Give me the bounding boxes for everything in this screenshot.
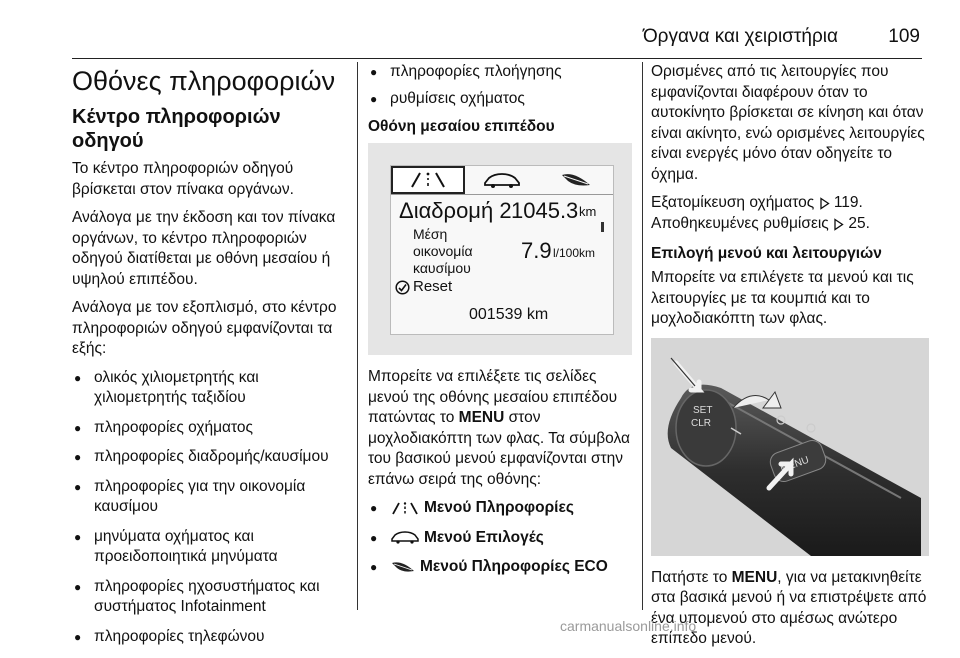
eco-leaf-icon bbox=[558, 171, 594, 189]
display-tab-row bbox=[391, 166, 613, 195]
list-item: ● μηνύματα οχήματος και προειδοποιητικά μηνύματα bbox=[72, 527, 348, 568]
turn-signal-lever-photo bbox=[651, 338, 929, 556]
turn-signal-lever-illustration bbox=[651, 338, 929, 556]
column-separator-1 bbox=[357, 62, 358, 610]
subsection-title: Επιλογή μενού και λειτουργιών bbox=[651, 245, 882, 262]
menu-button-label: MENU bbox=[779, 454, 811, 475]
column-3 bbox=[651, 62, 931, 658]
eco-menu-tab bbox=[539, 166, 613, 194]
menu-name: Μενού Πληροφορίες ECO bbox=[420, 558, 608, 575]
paragraph bbox=[651, 568, 931, 650]
list-item: ● πληροφορίες διαδρομής/καυσίμου bbox=[72, 447, 348, 468]
menu-symbol-list bbox=[368, 498, 634, 578]
list-item bbox=[368, 498, 634, 519]
list-item: ● ολικός χιλιομετρητής και χιλιομετρητής ταξιδίου bbox=[72, 368, 348, 409]
text-span: 25. bbox=[844, 214, 870, 232]
header-rule bbox=[72, 58, 922, 59]
set-label: SET bbox=[693, 404, 713, 416]
options-menu-tab bbox=[465, 166, 539, 194]
avg-label-line-1: Μέση bbox=[413, 226, 448, 242]
feature-list bbox=[72, 368, 348, 648]
section-title: Οθόνες πληροφοριών bbox=[72, 66, 336, 96]
text-span: Εξατομίκευση οχήματος bbox=[651, 194, 819, 211]
paragraph: Ανάλογα με τον εξοπλισμό, στο κέντρο πληροφοριών οδηγού εμφανίζονται τα εξής: bbox=[72, 299, 337, 357]
paragraph bbox=[368, 367, 634, 490]
menu-keyword: MENU bbox=[458, 409, 505, 426]
consumption-unit: l/100km bbox=[553, 246, 596, 260]
paragraph: Ορισμένες από τις λειτουργίες που εμφανίζονται διαφέρουν όταν το αυτοκίνητο βρίσκεται σε κίνηση και όταν είναι ακίνητο, ενώ ορισμένες λειτουργίες είναι ενεργές μόνο όταν οδηγείτε το όχημα. bbox=[651, 63, 925, 183]
text-span: 119. Αποθηκευμένες ρυθμίσεις bbox=[651, 194, 863, 232]
column-2 bbox=[368, 62, 634, 587]
text-span: Μπορείτε να επιλέξετε τις σελίδες μενού της οθόνης μεσαίου επιπέδου πατώντας το bbox=[368, 368, 618, 426]
eco-leaf-icon bbox=[390, 560, 416, 574]
paragraph: Το κέντρο πληροφοριών οδηγού βρίσκεται στον πίνακα οργάνων. bbox=[72, 160, 294, 198]
list-item: ● πληροφορίες οχήματος bbox=[72, 418, 348, 439]
reset-label: Reset bbox=[413, 278, 453, 295]
info-menu-tab bbox=[391, 166, 465, 194]
paragraph: Μπορείτε να επιλέγετε τα μενού και τις λειτουργίες με τα κουμπιά και το μοχλοδιακόπτη των φλας. bbox=[651, 269, 914, 327]
info-menu-icon bbox=[408, 171, 448, 189]
list-item: ● πληροφορίες τηλεφώνου bbox=[72, 627, 348, 648]
info-menu-icon bbox=[390, 501, 420, 515]
list-item: ● ρυθμίσεις οχήματος bbox=[368, 89, 634, 110]
subsection-title: Οθόνη μεσαίου επιπέδου bbox=[368, 118, 555, 135]
trip-distance-unit: km bbox=[579, 204, 597, 219]
clr-label: CLR bbox=[691, 417, 712, 429]
list-item: ● πληροφορίες για την οικονομία καυσίμου bbox=[72, 477, 348, 518]
menu-name: Μενού Πληροφορίες bbox=[424, 499, 574, 516]
mid-level-display-illustration bbox=[368, 143, 632, 355]
page-reference-arrow-icon bbox=[819, 197, 830, 210]
subsection-title: Κέντρο πληροφοριών οδηγού bbox=[72, 106, 281, 152]
avg-label-line-2: οικονομία bbox=[413, 243, 473, 259]
list-item bbox=[368, 557, 634, 578]
feature-list-continued bbox=[368, 62, 634, 109]
text-span: Πατήστε το bbox=[651, 568, 732, 586]
column-separator-2 bbox=[642, 62, 643, 610]
column-1 bbox=[72, 62, 348, 656]
list-item bbox=[368, 528, 634, 549]
menu-keyword: MENU bbox=[731, 568, 778, 586]
page-number: 109 bbox=[888, 26, 920, 47]
page-reference-arrow-icon bbox=[833, 218, 844, 231]
paragraph: Ανάλογα με την έκδοση και τον πίνακα οργάνων, το κέντρο πληροφοριών οδηγού διατίθεται με οθόνη μεσαίου ή υψηλού επιπέδου. bbox=[72, 209, 336, 288]
check-circle-icon bbox=[395, 280, 410, 295]
display-screen bbox=[390, 165, 614, 335]
consumption-value: 7.9 bbox=[521, 238, 552, 263]
scroll-indicator bbox=[601, 222, 604, 232]
watermark: carmanualsonline.info bbox=[560, 618, 697, 634]
paragraph bbox=[651, 193, 931, 234]
trip-label: Διαδρομή 2 bbox=[399, 198, 512, 223]
car-icon bbox=[482, 171, 522, 189]
avg-label-line-3: καυσίμου bbox=[413, 260, 471, 276]
car-icon bbox=[390, 530, 420, 544]
text-span: , για να μετακινηθείτε στα βασικά μενού ή να επιστρέψετε από ένα υπομενού στο αμέσως ανώτερο επίπεδο μενού. bbox=[651, 568, 927, 647]
text-span: στον μοχλοδιακόπτη των φλας. Τα σύμβολα του βασικού μενού εμφανίζονται στην επάνω σειρά της οθόνης: bbox=[368, 409, 630, 488]
trip-distance: 1045.3 bbox=[511, 198, 579, 223]
list-item: ● πληροφορίες πλοήγησης bbox=[368, 62, 634, 83]
list-item: ● πληροφορίες ηχοσυστήματος και συστήματος Infotainment bbox=[72, 577, 348, 618]
odometer-reading: 001539 km bbox=[469, 306, 549, 323]
page-header-title: Όργανα και χειριστήρια bbox=[642, 26, 838, 47]
menu-name: Μενού Επιλογές bbox=[424, 528, 544, 546]
